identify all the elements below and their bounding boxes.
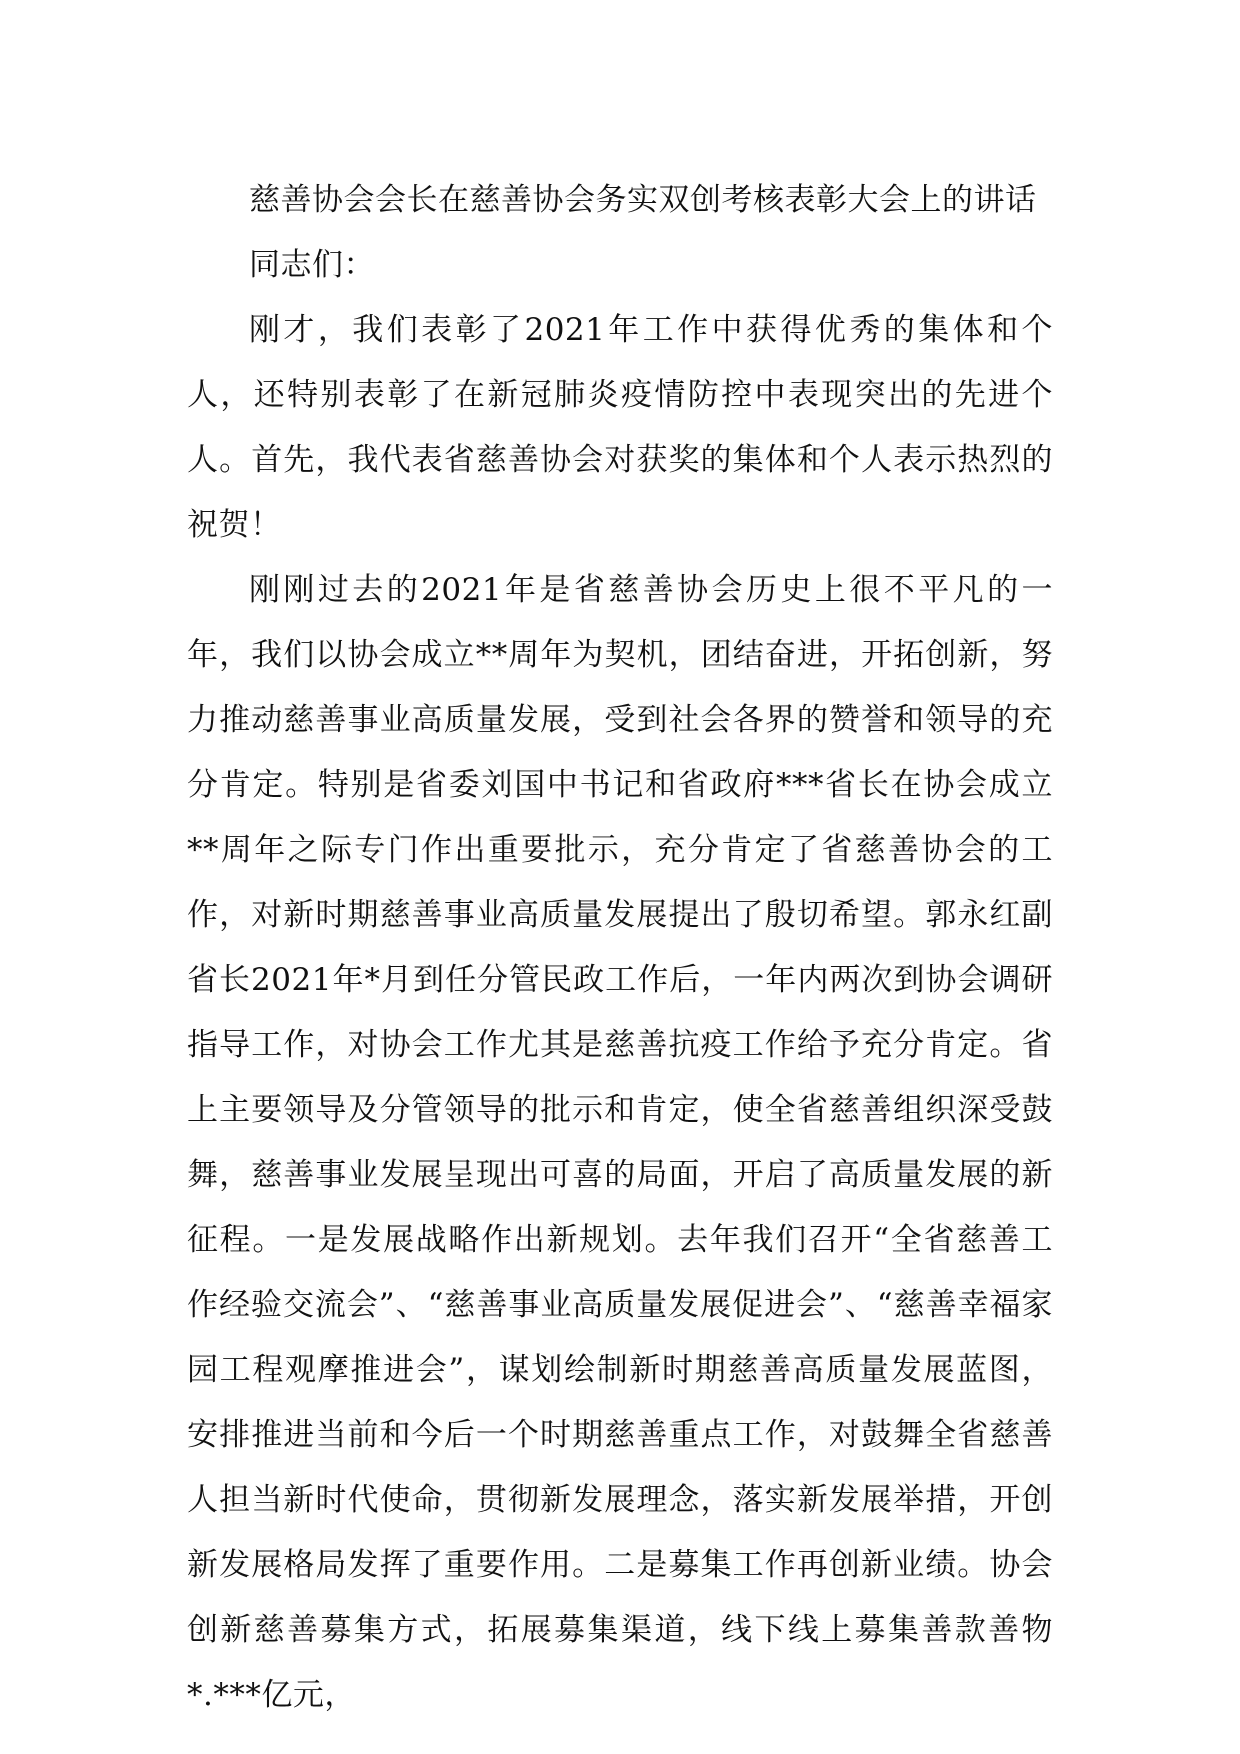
salutation: 同志们：: [249, 247, 375, 283]
paragraph-2: 刚刚过去的2021年是省慈善协会历史上很不平凡的一年，我们以协会成立**周年为契机，团结奋进，开拓创新，努力推动慈善事业高质量发展，受到社会各界的赞誉和领导的充分肯定。特别是省委刘国中书记和省政府***省长在协会成立**周年之际专门作出重要批示，充分肯定了省慈善协会的工作，对新时期慈善事业高质量发展提出了殷切希望。郭永红副省长2021年*月到任分管民政工作后，一年内两次到协会调研指导工作，对协会工作尤其是慈善抗疫工作给予充分肯定。省上主要领导及分管领导的批示和肯定，使全省慈善组织深受鼓舞，慈善事业发展呈现出可喜的局面，开启了高质量发展的新征程。一是发展战略作出新规划。去年我们召开“全省慈善工作经验交流会”、“慈善事业高质量发展促进会”、“慈善幸福家园工程观摩推进会”，谋划绘制新时期慈善高质量发展蓝图，安排推进当前和今后一个时期慈善重点工作，对鼓舞全省慈善人担当新时代使命，贯彻新发展理念，落实新发展举措，开创新发展格局发挥了重要作用。二是募集工作再创新业绩。协会创新慈善募集方式，拓展募集渠道，线下线上募集善款善物*.***亿元，: [187, 572, 1053, 1713]
document-body: [187, 168, 1053, 1728]
paragraph-1: 刚才，我们表彰了2021年工作中获得优秀的集体和个人，还特别表彰了在新冠肺炎疫情防控中表现突出的先进个人。首先，我代表省慈善协会对获奖的集体和个人表示热烈的祝贺！: [187, 312, 1053, 543]
document-title: 慈善协会会长在慈善协会务实双创考核表彰大会上的讲话: [249, 182, 1037, 218]
